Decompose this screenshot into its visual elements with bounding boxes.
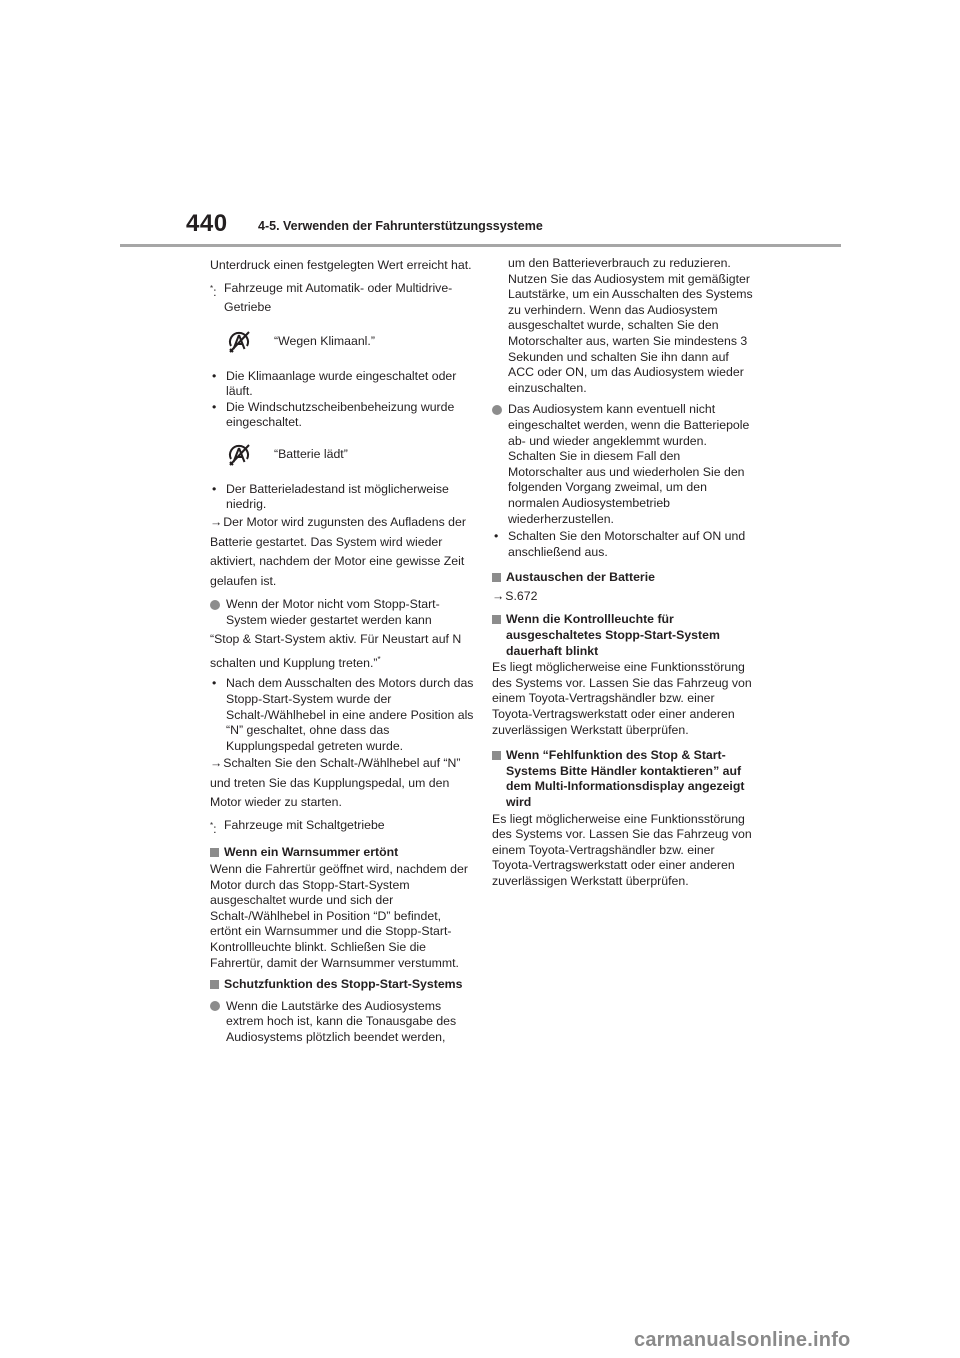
bullet-item: • Nach dem Ausschalten des Motors durch das Stopp-Start-System wurde der Schalt-/Wählhebel in eine andere Position als “N” geschaltet, ohne dass das Kupplungspedal getreten wurde.	[212, 676, 474, 753]
subheading: Wenn ein Warnsummer ertönt	[210, 845, 475, 861]
subheading: Schutzfunktion des Stopp-Start-Systems	[210, 977, 475, 993]
footnote-mark: *:	[210, 283, 217, 299]
stop-start-off-icon	[226, 442, 252, 468]
square-bullet-icon	[492, 615, 501, 624]
footnote-text: Fahrzeuge mit Schaltgetriebe	[224, 817, 385, 832]
paragraph: Wenn die Fahrertür geöffnet wird, nachdem der Motor durch das Stopp-Start-System ausgeschaltet wurde und sich der Schalt-/Wählhebel in Position “D” befindet, ertönt ein Warnsummer und die Stopp-Start-Kontrollleuchte blinkt. Schließen Sie die Fahrertür, damit der Warnsummer verstummt.	[210, 862, 468, 970]
message-row-battery	[210, 436, 475, 474]
circle-bullet-icon	[210, 1001, 220, 1011]
arrow-icon: →	[210, 515, 223, 530]
circle-item: Wenn die Lautstärke des Audiosystems extrem hoch ist, kann die Tonausgabe des Audiosystems plötzlich beendet werden,	[210, 999, 475, 1046]
paragraph: Es liegt möglicherweise eine Funktionsstörung des Systems vor. Lassen Sie das Fahrzeug von einem Toyota-Vertragshändler bzw. einer Toyota-Vertragswerkstatt oder einer anderen zuverlässigen Werkstatt überprüfen.	[492, 811, 752, 888]
subheading: Wenn “Fehlfunktion des Stop & Start-Systems Bitte Händler kontaktieren” auf dem Multi-Informationsdisplay angezeigt wird	[492, 748, 754, 810]
left-column	[210, 256, 475, 1048]
square-bullet-icon	[492, 751, 501, 760]
circle-item: Wenn der Motor nicht vom Stopp-Start-System wieder gestartet werden kann	[210, 597, 475, 628]
bullet-item: • Die Windschutzscheibenbeheizung wurde eingeschaltet.	[212, 399, 455, 430]
bullet-item: • Der Batterieladestand ist möglicherweise niedrig.	[212, 481, 449, 512]
circle-bullet-icon	[210, 600, 220, 610]
display-message: “Stop & Start-System aktiv. Für Neustart auf N schalten und Kupplung treten.”*	[210, 632, 462, 670]
square-bullet-icon	[492, 573, 501, 582]
section-title: 4-5. Verwenden der Fahrunterstützungssysteme	[258, 219, 543, 233]
footnote-mark: *:	[210, 820, 217, 836]
message-battery: “Batterie lädt”	[274, 447, 348, 462]
circle-bullet-icon	[492, 405, 502, 415]
subheading: Austauschen der Batterie	[492, 570, 754, 586]
page-reference: →S.672	[492, 588, 538, 603]
footnote	[210, 279, 475, 318]
paragraph: um den Batterieverbrauch zu reduzieren. Nutzen Sie das Audiosystem mit gemäßigter Lautstärke, um ein Ausschalten des Systems zu verhindern. Wenn das Audiosystem ausgeschaltet wurde, schalten Sie den Motorschalter aus, warten Sie mindestens 3 Sekunden und schalten Sie ihn dann auf ACC oder ON, um das Audiosystem wieder einzuschalten.	[508, 256, 753, 395]
paragraph: Unterdruck einen festgelegten Wert erreicht hat.	[210, 258, 472, 272]
right-column	[492, 256, 754, 892]
paragraph: Es liegt möglicherweise eine Funktionsstörung des Systems vor. Lassen Sie das Fahrzeug von einem Toyota-Vertragshändler bzw. einer Toyota-Vertragswerkstatt oder einer anderen zuverlässigen Werkstatt überprüfen.	[492, 660, 752, 737]
footnote	[210, 816, 475, 840]
watermark: carmanualsonline.info	[634, 1329, 851, 1351]
arrow-instruction: →Schalten Sie den Schalt-/Wählhebel auf “N” und treten Sie das Kupplungspedal, um den Motor wieder zu starten.	[210, 756, 461, 810]
arrow-icon: →	[210, 756, 223, 771]
square-bullet-icon	[210, 980, 219, 989]
bullet-item: • Die Klimaanlage wurde eingeschaltet oder läuft.	[212, 368, 457, 399]
arrow-instruction: →Der Motor wird zugunsten des Aufladens der Batterie gestartet. Das System wird wieder aktiviert, nachdem der Motor eine gewisse Zeit gelaufen ist.	[210, 515, 466, 588]
message-climate: “Wegen Klimaanl.”	[274, 333, 375, 348]
header-rule	[120, 244, 841, 247]
bullet-item: • Schalten Sie den Motorschalter auf ON und anschließend aus.	[494, 529, 746, 559]
arrow-icon: →	[492, 588, 505, 603]
subheading: Wenn die Kontrollleuchte für ausgeschaltetes Stopp-Start-System dauerhaft blinkt	[492, 612, 754, 659]
square-bullet-icon	[210, 848, 219, 857]
circle-item: Das Audiosystem kann eventuell nicht eingeschaltet werden, wenn die Batteriepole ab- und wieder angeklemmt wurden. Schalten Sie in diesem Fall den Motorschalter aus und wiederholen Sie den folgenden Vorgang zweimal, um den normalen Audiosystembetrieb wiederherzustellen.	[492, 402, 754, 527]
footnote-text: Fahrzeuge mit Automatik- oder Multidrive-Getriebe	[224, 280, 453, 314]
page-number: 440	[186, 210, 228, 237]
stop-start-off-icon	[226, 329, 252, 355]
message-row-climate	[210, 323, 475, 361]
